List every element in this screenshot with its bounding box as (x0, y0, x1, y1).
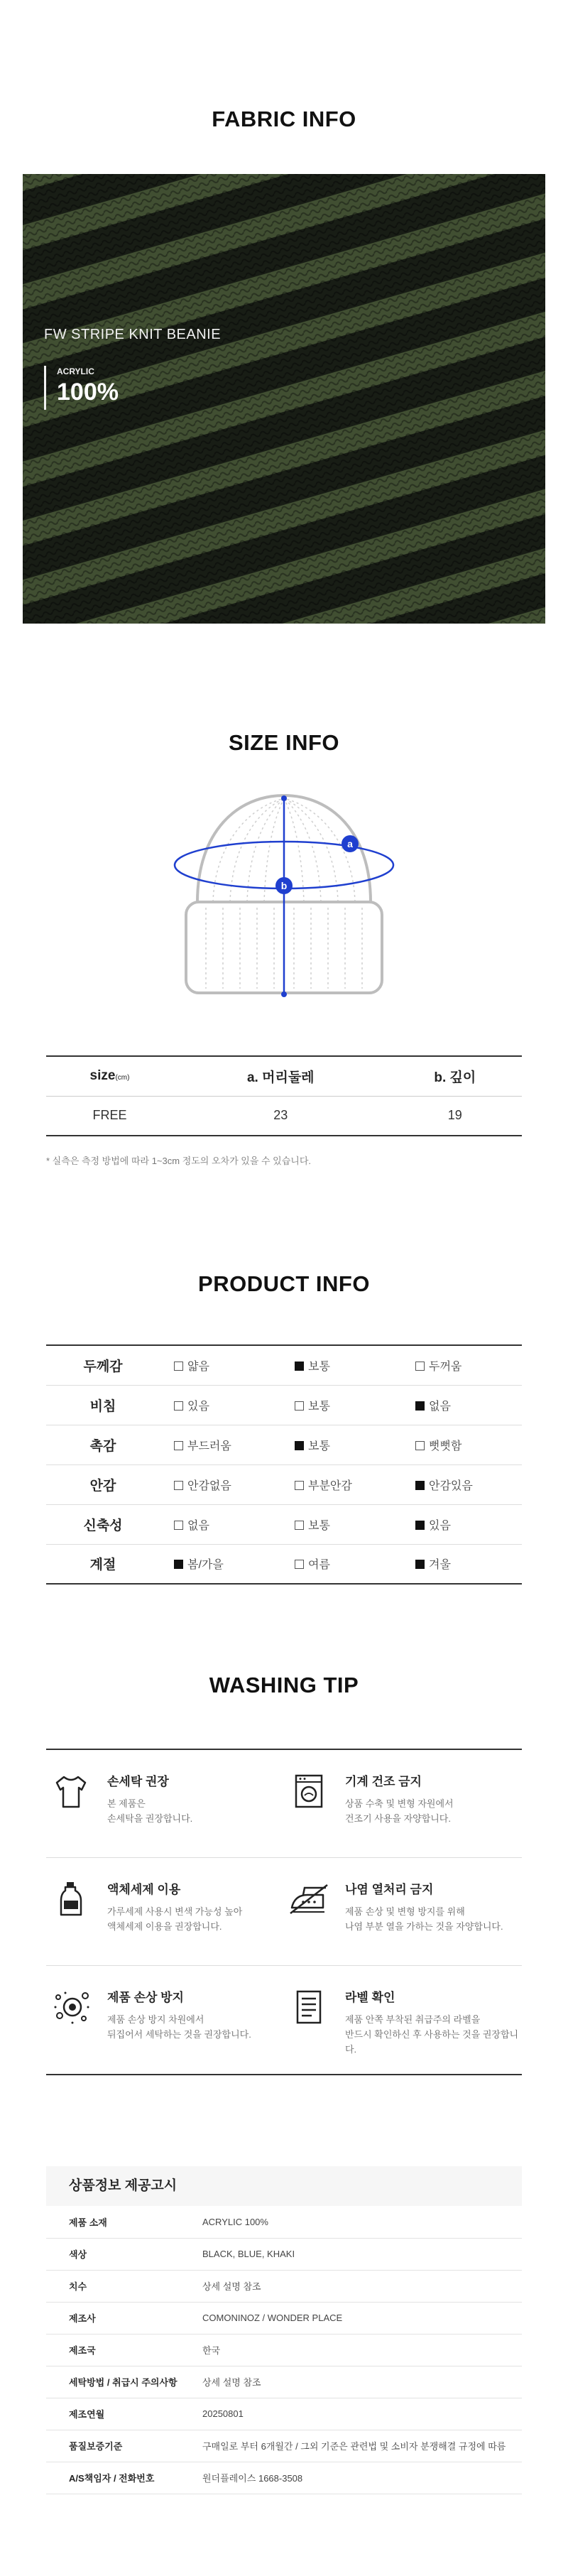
table-row (46, 2462, 522, 2494)
product-info-title: PRODUCT INFO (198, 1271, 370, 1296)
checkbox-checked-icon (295, 1362, 304, 1371)
table-row (46, 1345, 522, 1385)
washing-tip-grid (46, 1749, 522, 2075)
product-attr-label: 신축성 (83, 1518, 123, 1533)
size-table (46, 1055, 522, 1136)
checkbox-icon (174, 1362, 183, 1371)
checkbox-checked-icon (295, 1441, 304, 1450)
product-option: 안감없음 (160, 1464, 280, 1504)
notice-label: 제품 소재 (69, 2217, 107, 2228)
fabric-material: ACRYLIC (57, 366, 94, 376)
wash-item (46, 1966, 284, 2074)
size-table-header (46, 1056, 522, 1096)
product-option: 보통 (280, 1345, 401, 1385)
table-row (46, 1385, 522, 1425)
wash-item (284, 1966, 522, 2074)
checkbox-icon (174, 1521, 183, 1530)
notice-label: 제조사 (69, 2313, 96, 2324)
product-option: 없음 (160, 1504, 280, 1544)
table-row (46, 2302, 522, 2334)
product-option: 여름 (280, 1544, 401, 1584)
product-option: 보통 (280, 1504, 401, 1544)
stain-icon (46, 1987, 96, 2037)
checkbox-icon (174, 1481, 183, 1490)
wash-item-desc: 제품 손상 및 변형 방지를 위해 나염 부분 열을 가하는 것을 자양합니다. (345, 1906, 503, 1932)
checkbox-checked-icon (415, 1521, 425, 1530)
checkbox-icon (415, 1441, 425, 1450)
checkbox-checked-icon (415, 1560, 425, 1569)
product-attr-label: 두께감 (83, 1359, 123, 1374)
notice-label: 제조국 (69, 2345, 96, 2356)
size-cell: 19 (388, 1096, 522, 1136)
checkbox-icon (295, 1560, 304, 1569)
product-notice (46, 2166, 522, 2494)
product-option: 없음 (401, 1385, 522, 1425)
product-attr-label: 안감 (89, 1478, 116, 1494)
table-row (46, 2430, 522, 2462)
product-option: 부분안감 (280, 1464, 401, 1504)
wash-item-desc: 상품 수축 및 변형 자원에서 건조기 사용을 자양합니다. (345, 1798, 454, 1824)
product-attr-label: 계절 (89, 1558, 116, 1573)
notice-label: 제조연월 (69, 2409, 105, 2420)
notice-value: 원더플레이스 1668-3508 (202, 2473, 303, 2484)
size-header-circumference: a. 머리둘레 (173, 1056, 388, 1096)
product-option: 부드러움 (160, 1425, 280, 1464)
product-option: 뻣뻣함 (401, 1425, 522, 1464)
product-option: 안감있음 (401, 1464, 522, 1504)
checkbox-icon (174, 1441, 183, 1450)
table-row (46, 2366, 522, 2398)
checkbox-checked-icon (174, 1560, 183, 1569)
fabric-product-name: FW STRIPE KNIT BEANIE (44, 327, 222, 342)
size-header-size: size(cm) (46, 1056, 173, 1096)
table-row (46, 1504, 522, 1544)
checkbox-icon (295, 1481, 304, 1490)
product-option: 얇음 (160, 1345, 280, 1385)
product-option: 두꺼움 (401, 1345, 522, 1385)
checkbox-checked-icon (415, 1401, 425, 1411)
notice-value: 상세 설명 참조 (202, 2281, 261, 2292)
checkbox-icon (295, 1521, 304, 1530)
product-option: 있음 (160, 1385, 280, 1425)
notice-value: 상세 설명 참조 (202, 2377, 261, 2388)
notice-value: 20250801 (202, 2408, 244, 2419)
size-header-depth: b. 깊이 (388, 1056, 522, 1096)
fabric-percent: 100% (57, 379, 119, 406)
notice-value: 구매일로 부터 6개월간 / 그외 기준은 관련법 및 소비자 분쟁해결 규정에 따름 (202, 2441, 506, 2452)
table-row (46, 2398, 522, 2430)
wash-item-title: 액체세제 이용 (107, 1883, 181, 1896)
wash-item-title: 라벨 확인 (345, 1991, 395, 2004)
notice-label: A/S책임자 / 전화번호 (69, 2473, 155, 2484)
product-info-table (46, 1344, 522, 1585)
fabric-info-title: FABRIC INFO (212, 107, 356, 131)
label-document-icon (284, 1987, 334, 2037)
table-row (46, 2334, 522, 2366)
detergent-bottle-icon (46, 1879, 96, 1929)
tshirt-icon (46, 1771, 96, 1821)
wash-item-title: 제품 손상 방지 (107, 1991, 184, 2004)
wash-item (46, 1750, 284, 1857)
checkbox-icon (415, 1362, 425, 1371)
table-row (46, 1544, 522, 1584)
notice-label: 색상 (69, 2249, 87, 2260)
table-row (46, 1464, 522, 1504)
notice-label: 품질보증기준 (69, 2441, 123, 2452)
wash-item-desc: 제품 안쪽 부착된 취급주의 라벨을 반드시 확인하신 후 사용하는 것을 권장합니다. (345, 2014, 519, 2055)
wash-item-title: 손세탁 권장 (107, 1775, 169, 1788)
measure-b-label: b (280, 880, 288, 891)
notice-label: 세탁방법 / 취급시 주의사항 (69, 2377, 178, 2388)
product-option: 보통 (280, 1425, 401, 1464)
product-option: 봄/가을 (160, 1544, 280, 1584)
washing-machine-icon (284, 1771, 334, 1821)
wash-item-title: 나염 열처리 금지 (345, 1883, 434, 1896)
wash-item-desc: 가루세제 사용시 변색 가능성 높아 액체세제 이용을 권장합니다. (107, 1906, 243, 1932)
notice-table (46, 2206, 522, 2494)
product-attr-label: 비침 (89, 1398, 116, 1414)
size-cell: 23 (173, 1096, 388, 1136)
wash-item (284, 1858, 522, 1965)
table-row (46, 2238, 522, 2270)
product-option: 있음 (401, 1504, 522, 1544)
fabric-divider-bar (44, 366, 46, 410)
measure-a-label: a (347, 838, 353, 849)
table-row (46, 1096, 522, 1136)
table-row (46, 2206, 522, 2238)
wash-item-title: 기계 건조 금지 (345, 1775, 422, 1788)
washing-tip-title: WASHING TIP (209, 1673, 359, 1697)
notice-label: 치수 (69, 2281, 87, 2292)
notice-value: COMONINOZ / WONDER PLACE (202, 2313, 343, 2323)
notice-value: BLACK, BLUE, KHAKI (202, 2249, 295, 2259)
checkbox-icon (174, 1401, 183, 1411)
table-row (46, 2270, 522, 2302)
notice-title: 상품정보 제공고시 (46, 2166, 522, 2206)
notice-value: ACRYLIC 100% (202, 2216, 268, 2227)
iron-icon (284, 1879, 334, 1929)
size-note: * 실측은 측정 방법에 따라 1~3cm 정도의 오차가 있을 수 있습니다. (46, 1156, 312, 1166)
wash-item (46, 1858, 284, 1965)
wash-item-desc: 본 제품은 손세탁을 권장합니다. (107, 1798, 193, 1824)
notice-value: 한국 (202, 2345, 221, 2356)
product-option: 보통 (280, 1385, 401, 1425)
wash-item-desc: 제품 손상 방지 차원에서 뒤집어서 세탁하는 것을 권장합니다. (107, 2014, 251, 2040)
checkbox-checked-icon (415, 1481, 425, 1490)
product-attr-label: 촉감 (89, 1438, 116, 1454)
beanie-size-diagram (170, 781, 398, 1009)
table-row (46, 1425, 522, 1464)
size-info-title: SIZE INFO (228, 730, 340, 755)
size-cell: FREE (46, 1096, 173, 1136)
wash-item (284, 1750, 522, 1857)
checkbox-icon (295, 1401, 304, 1411)
product-option: 겨울 (401, 1544, 522, 1584)
